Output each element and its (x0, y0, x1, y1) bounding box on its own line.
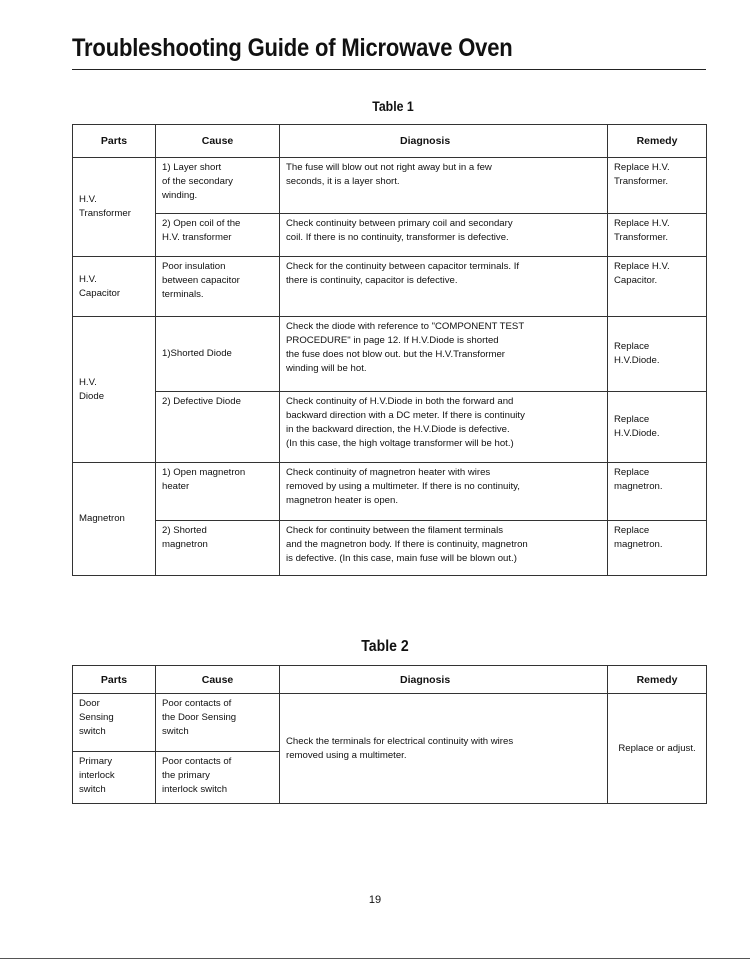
diagnosis-cell: Check the terminals for electrical continuity with wires removed using a multimeter. (280, 694, 608, 804)
part-hv-transformer: H.V. Transformer (73, 158, 156, 257)
remedy-cell: Replace H.V. Capacitor. (608, 257, 707, 317)
header-cause: Cause (156, 666, 280, 694)
table1-header-row (73, 125, 707, 158)
part-hv-capacitor: H.V. Capacitor (73, 257, 156, 317)
table-row (73, 521, 707, 576)
table-row (73, 463, 707, 521)
table-row (73, 158, 707, 214)
cause-cell: 1)Shorted Diode (156, 317, 280, 392)
cause-cell: Poor contacts of the primary interlock switch (156, 752, 280, 804)
bottom-scan-edge (0, 958, 750, 959)
cause-cell: 2) Shorted magnetron (156, 521, 280, 576)
header-parts: Parts (73, 666, 156, 694)
cause-cell: Poor insulation between capacitor terminals. (156, 257, 280, 317)
header-remedy: Remedy (608, 125, 707, 158)
header-remedy: Remedy (608, 666, 707, 694)
header-cause: Cause (156, 125, 280, 158)
diagnosis-cell: Check for the continuity between capacitor terminals. If there is continuity, capacitor is defective. (280, 257, 608, 317)
table2-caption: Table 2 (361, 638, 409, 655)
remedy-cell: Replace H.V. Transformer. (608, 214, 707, 257)
remedy-cell: Replace or adjust. (608, 694, 707, 804)
page-title: Troubleshooting Guide of Microwave Oven (72, 34, 513, 62)
table1-caption: Table 1 (372, 98, 414, 114)
remedy-cell: Replace H.V. Transformer. (608, 158, 707, 214)
remedy-cell: Replace H.V.Diode. (608, 392, 707, 463)
cause-cell: 1) Layer short of the secondary winding. (156, 158, 280, 214)
cause-cell: Poor contacts of the Door Sensing switch (156, 694, 280, 752)
part-hv-diode: H.V. Diode (73, 317, 156, 463)
troubleshooting-table-1 (72, 124, 707, 576)
diagnosis-cell: The fuse will blow out not right away but in a few seconds, it is a layer short. (280, 158, 608, 214)
table-row (73, 257, 707, 317)
page-number: 19 (368, 894, 382, 906)
table-row (73, 317, 707, 392)
table-row (73, 214, 707, 257)
diagnosis-cell: Check continuity between primary coil and secondary coil. If there is no continuity, transformer is defective. (280, 214, 608, 257)
remedy-cell: Replace magnetron. (608, 463, 707, 521)
diagnosis-cell: Check for continuity between the filament terminals and the magnetron body. If there is continuity, magnetron is defective. (In this case, main fuse will be blown out.) (280, 521, 608, 576)
cause-cell: 2) Open coil of the H.V. transformer (156, 214, 280, 257)
cause-cell: 1) Open magnetron heater (156, 463, 280, 521)
header-diagnosis: Diagnosis (280, 666, 608, 694)
table2-header-row (73, 666, 707, 694)
cause-cell: 2) Defective Diode (156, 392, 280, 463)
title-underline (72, 69, 706, 70)
part-door-sensing-switch: Door Sensing switch (73, 694, 156, 752)
diagnosis-cell: Check continuity of magnetron heater with wires removed by using a multimeter. If there is no continuity, magnetron heater is open. (280, 463, 608, 521)
table-row (73, 392, 707, 463)
header-diagnosis: Diagnosis (280, 125, 608, 158)
header-parts: Parts (73, 125, 156, 158)
diagnosis-cell: Check the diode with reference to "COMPONENT TEST PROCEDURE" in page 12. If H.V.Diode is shorted the fuse does not blow out. but the H.V.Transformer winding will be hot. (280, 317, 608, 392)
remedy-cell: Replace H.V.Diode. (608, 317, 707, 392)
remedy-cell: Replace magnetron. (608, 521, 707, 576)
table-row (73, 694, 707, 752)
troubleshooting-table-2 (72, 665, 707, 804)
part-magnetron: Magnetron (73, 463, 156, 576)
part-primary-interlock-switch: Primary interlock switch (73, 752, 156, 804)
diagnosis-cell: Check continuity of H.V.Diode in both the forward and backward direction with a DC meter. If there is continuity in the backward direction, the H.V.Diode is defective. (In this case, the high voltage transformer will be hot.) (280, 392, 608, 463)
